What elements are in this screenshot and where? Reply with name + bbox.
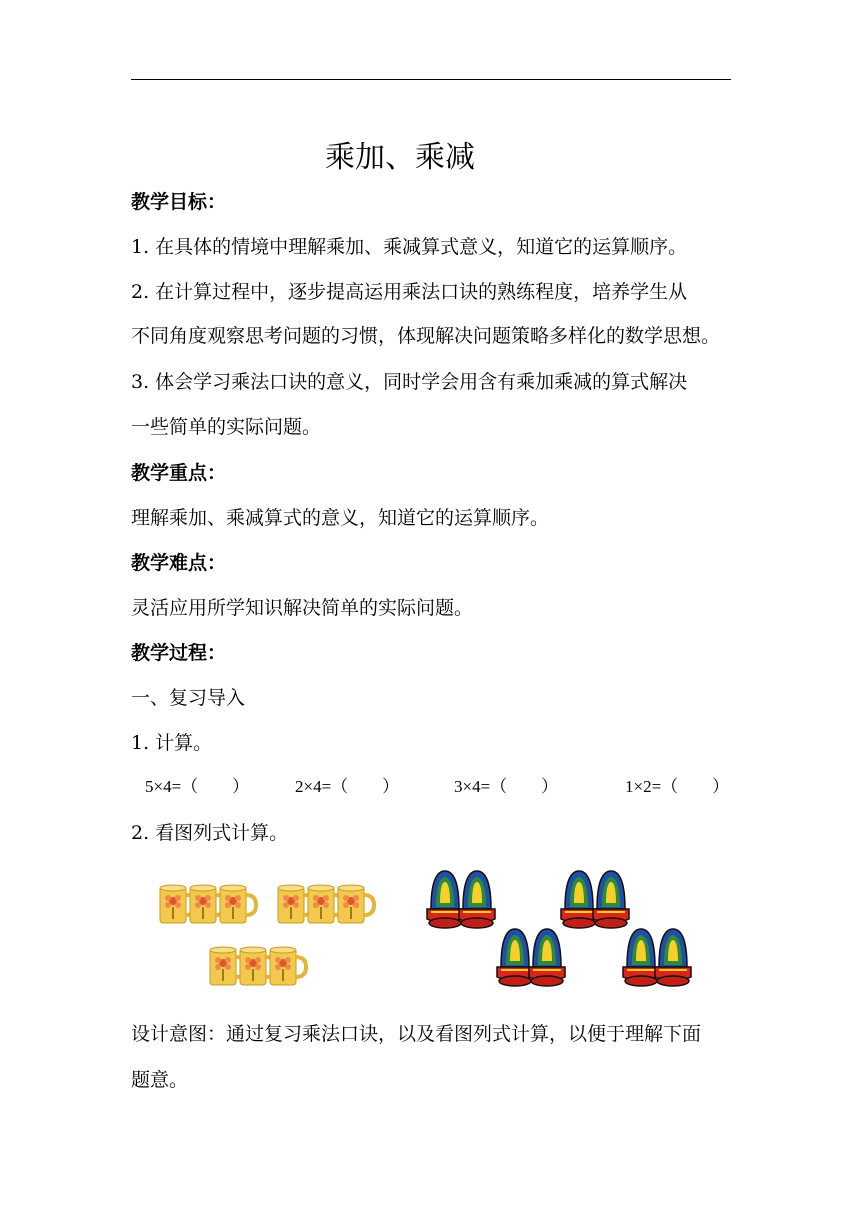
goal-line-3: 不同角度观察思考问题的习惯，体现解决问题策略多样化的数学思想。: [131, 325, 721, 347]
bell-pair: [561, 871, 629, 928]
key-text: 理解乘加、乘减算式的意义，知道它的运算顺序。: [131, 507, 550, 529]
bells-illustration: [425, 865, 705, 1000]
bell-icon: [529, 929, 565, 986]
bell-icon: [459, 871, 495, 928]
calc-expression-3: 3×4=（ ）: [454, 777, 559, 796]
cup-icon: [338, 885, 374, 923]
bell-icon: [561, 871, 597, 928]
process-heading: 教学过程：: [131, 642, 227, 664]
bell-pair: [497, 929, 565, 986]
bell-pair: [623, 929, 691, 986]
bell-icon: [427, 871, 463, 928]
design-intent-line-1: 设计意图：通过复习乘法口诀，以及看图列式计算，以便于理解下面: [131, 1023, 702, 1045]
cup-icon: [220, 885, 256, 923]
goal-line-1: 1. 在具体的情境中理解乘加、乘减算式意义，知道它的运算顺序。: [131, 236, 688, 258]
header-rule: [131, 79, 731, 80]
bell-icon: [623, 929, 659, 986]
bell-icon: [593, 871, 629, 928]
difficulty-heading: 教学难点：: [131, 552, 227, 574]
cup-icon: [270, 947, 306, 985]
cups-illustration: [150, 875, 390, 995]
key-heading: 教学重点：: [131, 462, 227, 484]
calc-expression-1: 5×4=（ ）: [145, 777, 250, 796]
goal-line-2: 2. 在计算过程中，逐步提高运用乘法口诀的熟练程度，培养学生从: [131, 281, 688, 303]
item-picture-calc: 2. 看图列式计算。: [131, 822, 289, 844]
bell-pair: [427, 871, 495, 928]
calc-expression-2: 2×4=（ ）: [295, 777, 400, 796]
calc-expression-4: 1×2=（ ）: [625, 777, 730, 796]
difficulty-text: 灵活应用所学知识解决简单的实际问题。: [131, 597, 474, 619]
bell-icon: [655, 929, 691, 986]
section-review: 一、复习导入: [131, 687, 246, 709]
goal-line-4: 3. 体会学习乘法口诀的意义，同时学会用含有乘加乘减的算式解决: [131, 371, 688, 393]
goals-heading: 教学目标：: [131, 191, 227, 213]
item-calculate: 1. 计算。: [131, 732, 213, 754]
goal-line-5: 一些简单的实际问题。: [131, 416, 322, 438]
page-title: 乘加、乘减: [325, 140, 475, 175]
bell-icon: [497, 929, 533, 986]
design-intent-line-2: 题意。: [131, 1069, 189, 1091]
